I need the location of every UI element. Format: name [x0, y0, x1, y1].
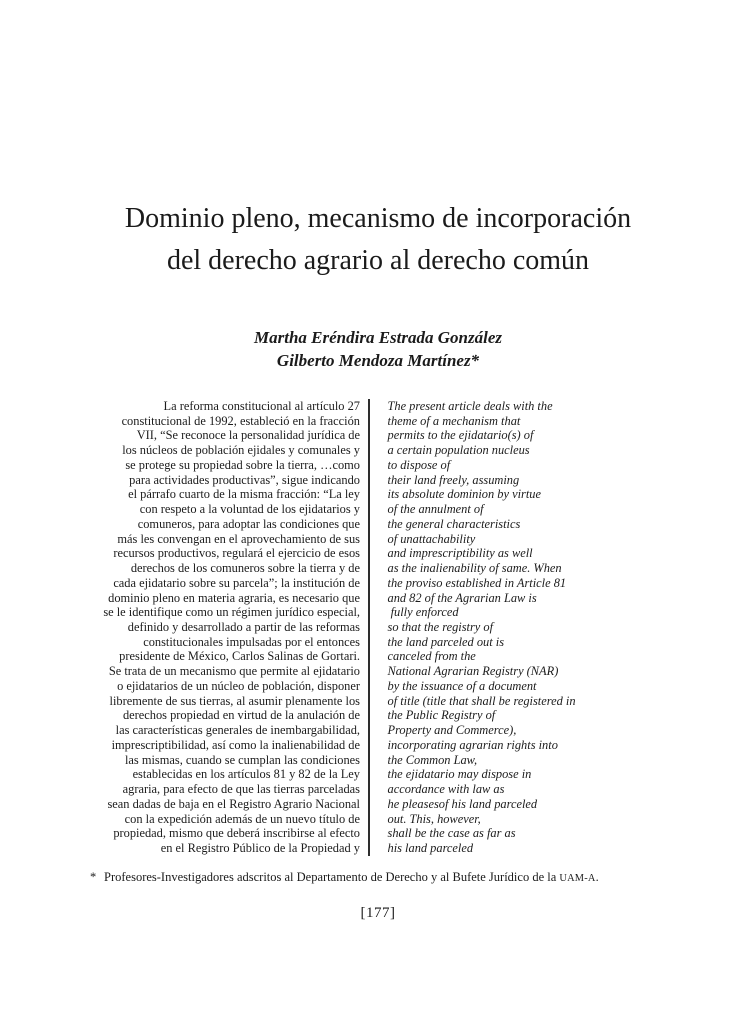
footnote-marker: * [90, 869, 97, 884]
author-name-2: Gilberto Mendoza Martínez* [276, 351, 480, 370]
body-columns [88, 399, 668, 856]
spanish-column: La reforma constitucional al artículo 27 constitucional de 1992, estableció en la fracción VII, “Se reconoce la personalidad jurídica de los núcleos de población ejidales y comunales y se protege su propiedad sobre la tierra, …como para actividades productivas”, sigue indicando el párrafo cuarto de la misma fracción: “La ley con respeto a la voluntad de los ejidatarios y comuneros, para adoptar las condiciones que más les convengan en el aprovechamiento de sus recursos productivos, regulará el ejercicio de esos derechos de los comuneros sobre la tierra y de cada ejidatario sobre su parcela”; la institución de dominio pleno en materia agraria, es necesario que se le identifique como un régimen jurídico especial, definido y desarrollado a partir de las reformas constitucionales impulsadas por el entonces presidente de México, Carlos Salinas de Gortari. Se trata de un mecanismo que permite al ejidatario o ejidatarios de un núcleo de población, disponer libremente de sus tierras, al asumir plenamente los derechos propiedad en virtud de la anulación de las características generales de inembargabilidad, imprescriptibilidad, así como la inalienabilidad de las mismas, cuando se cumplan las condiciones establecidas en los artículos 81 y 82 de la Ley agraria, para efecto de que las tierras parceladas sean dadas de baja en el Registro Agrario Nacional con la expedición además de un nuevo título de propiedad, mismo que deberá inscribirse al efecto en el Registro Público de la Propiedad y [103, 399, 360, 856]
author-block [88, 326, 668, 372]
english-abstract-column: The present article deals with the theme of a mechanism that permits to the ejidatario(s) of a certain population nucleus to dispose of their land freely, assuming its absolute dominion by virtue of the annulment of the general characteristics of unattachability and imprescriptibility as well as the inalienability of same. When the proviso established in Article 81 and 82 of the Agrarian Law is fully enforced so that the registry of the land parceled out is canceled from the National Agrarian Registry (NAR) by the issuance of a document of title (title that shall be registered in the Public Registry of Property and Commerce), incorporating agrarian rights into the Common Law, the ejidatario may dispose in accordance with law as he pleasesof his land parceled out. This, however, shall be the case as far as his land parceled [387, 399, 576, 856]
author-name-1: Martha Eréndira Estrada González [254, 328, 502, 347]
footnote-org-abbreviation: UAM-A [559, 872, 596, 884]
footnote [88, 870, 668, 885]
article-title-line-2: del derecho agrario al derecho común [166, 245, 590, 276]
footnote-text: Profesores-Investigadores adscritos al Departamento de Derecho y al Bufete Jurídico de la [104, 869, 560, 884]
page-number: [177] [360, 904, 396, 921]
column-divider-rule [368, 399, 370, 856]
footnote-period: . [595, 869, 599, 884]
article-title [88, 0, 668, 282]
article-title-line-1: Dominio pleno, mecanismo de incorporación [124, 203, 632, 234]
